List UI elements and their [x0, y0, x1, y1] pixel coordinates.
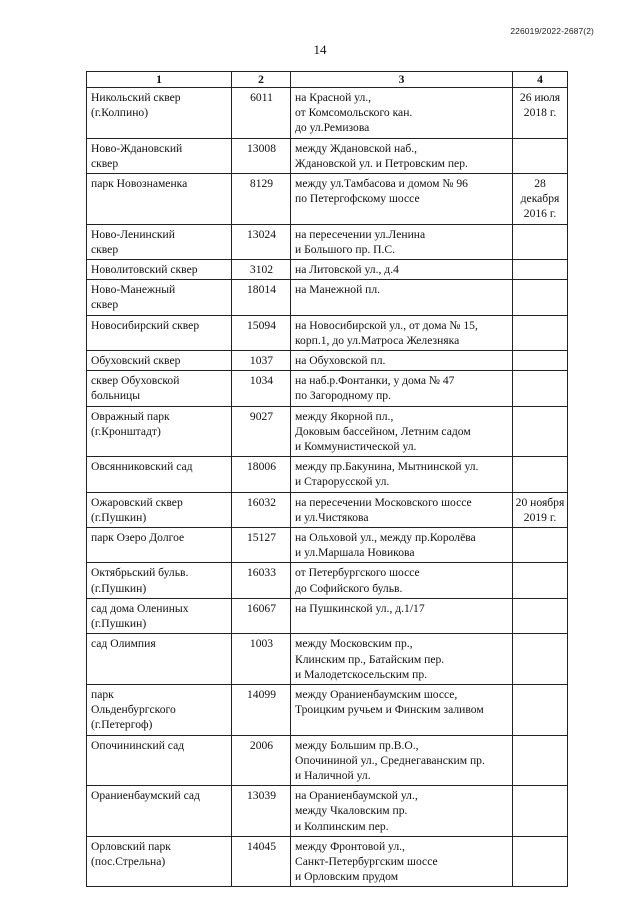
area-location-cell: на Обуховской пл.	[291, 351, 513, 371]
area-code-cell: 14045	[232, 836, 291, 887]
area-name-cell: Никольский сквер (г.Колпино)	[87, 88, 232, 139]
area-name-cell: Ново-Манежный сквер	[87, 280, 232, 315]
area-location-cell: между Большим пр.В.О., Опочининой ул., Среднегаванским пр. и Наличной ул.	[291, 735, 513, 786]
table-row	[87, 492, 568, 527]
area-date-cell	[513, 528, 568, 563]
area-name-cell: парк Новознаменка	[87, 174, 232, 225]
area-location-cell: на Манежной пл.	[291, 280, 513, 315]
table-row	[87, 563, 568, 598]
area-location-cell: между Фронтовой ул., Санкт-Петербургским шоссе и Орловским прудом	[291, 836, 513, 887]
table-row	[87, 735, 568, 786]
area-date-cell: 20 ноября 2019 г.	[513, 492, 568, 527]
area-code-cell: 16033	[232, 563, 291, 598]
area-location-cell: между ул.Тамбасова и домом № 96 по Петергофскому шоссе	[291, 174, 513, 225]
area-location-cell: на Новосибирской ул., от дома № 15, корп.1, до ул.Матроса Железняка	[291, 315, 513, 350]
area-code-cell: 13024	[232, 224, 291, 259]
table-header-row	[87, 72, 568, 88]
area-code-cell: 15127	[232, 528, 291, 563]
area-name-cell: Новолитовский сквер	[87, 260, 232, 280]
area-date-cell	[513, 457, 568, 492]
area-code-cell: 8129	[232, 174, 291, 225]
column-header: 4	[513, 72, 568, 88]
area-location-cell: между Якорной пл., Доковым бассейном, Летним садом и Коммунистической ул.	[291, 406, 513, 457]
area-date-cell	[513, 634, 568, 685]
area-date-cell	[513, 598, 568, 633]
column-header: 3	[291, 72, 513, 88]
table-row	[87, 598, 568, 633]
table-row	[87, 786, 568, 837]
area-date-cell	[513, 406, 568, 457]
table-row	[87, 88, 568, 139]
area-date-cell	[513, 224, 568, 259]
area-location-cell: между пр.Бакунина, Мытнинской ул. и Старорусской ул.	[291, 457, 513, 492]
area-code-cell: 1003	[232, 634, 291, 685]
area-code-cell: 15094	[232, 315, 291, 350]
area-location-cell: от Петербургского шоссе до Софийского бульв.	[291, 563, 513, 598]
table-row	[87, 406, 568, 457]
area-name-cell: сквер Обуховской больницы	[87, 371, 232, 406]
area-name-cell: Ораниенбаумский сад	[87, 786, 232, 837]
area-code-cell: 16067	[232, 598, 291, 633]
area-location-cell: на пересечении Московского шоссе и ул.Чистякова	[291, 492, 513, 527]
table-row	[87, 315, 568, 350]
area-location-cell: на Красной ул., от Комсомольского кан. до ул.Ремизова	[291, 88, 513, 139]
area-name-cell: парк Озеро Долгое	[87, 528, 232, 563]
green-areas-table	[86, 71, 568, 887]
area-date-cell	[513, 138, 568, 173]
area-code-cell: 18006	[232, 457, 291, 492]
table-row	[87, 634, 568, 685]
area-code-cell: 13039	[232, 786, 291, 837]
table-row	[87, 280, 568, 315]
table-row	[87, 528, 568, 563]
table-row	[87, 174, 568, 225]
area-code-cell: 6011	[232, 88, 291, 139]
area-code-cell: 14099	[232, 684, 291, 735]
table-row	[87, 836, 568, 887]
area-name-cell: сад Олимпия	[87, 634, 232, 685]
table-row	[87, 224, 568, 259]
table-row	[87, 260, 568, 280]
column-header: 2	[232, 72, 291, 88]
area-location-cell: между Ораниенбаумским шоссе, Троицким ручьем и Финским заливом	[291, 684, 513, 735]
table-row	[87, 351, 568, 371]
area-name-cell: Октябрьский бульв. (г.Пушкин)	[87, 563, 232, 598]
area-date-cell: 26 июля 2018 г.	[513, 88, 568, 139]
area-code-cell: 13008	[232, 138, 291, 173]
area-name-cell: Опочининский сад	[87, 735, 232, 786]
area-code-cell: 9027	[232, 406, 291, 457]
table-row	[87, 684, 568, 735]
area-name-cell: парк Ольденбургского (г.Петергоф)	[87, 684, 232, 735]
area-date-cell: 28 декабря 2016 г.	[513, 174, 568, 225]
area-location-cell: на пересечении ул.Ленина и Большого пр. П.С.	[291, 224, 513, 259]
area-name-cell: Новосибирский сквер	[87, 315, 232, 350]
area-name-cell: Обуховский сквер	[87, 351, 232, 371]
area-name-cell: сад дома Олениных (г.Пушкин)	[87, 598, 232, 633]
area-date-cell	[513, 260, 568, 280]
area-date-cell	[513, 315, 568, 350]
area-name-cell: Ново-Ждановский сквер	[87, 138, 232, 173]
area-date-cell	[513, 836, 568, 887]
column-header: 1	[87, 72, 232, 88]
area-date-cell	[513, 735, 568, 786]
area-location-cell: на Пушкинской ул., д.1/17	[291, 598, 513, 633]
table-body	[87, 88, 568, 887]
area-name-cell: Орловский парк (пос.Стрельна)	[87, 836, 232, 887]
area-name-cell: Овсянниковский сад	[87, 457, 232, 492]
area-code-cell: 1034	[232, 371, 291, 406]
area-code-cell: 16032	[232, 492, 291, 527]
table-row	[87, 371, 568, 406]
area-name-cell: Ново-Ленинский сквер	[87, 224, 232, 259]
area-location-cell: на наб.р.Фонтанки, у дома № 47 по Загородному пр.	[291, 371, 513, 406]
area-code-cell: 3102	[232, 260, 291, 280]
area-code-cell: 1037	[232, 351, 291, 371]
area-location-cell: между Московским пр., Клинским пр., Батайским пер. и Малодетскосельским пр.	[291, 634, 513, 685]
table-row	[87, 138, 568, 173]
area-date-cell	[513, 563, 568, 598]
table-row	[87, 457, 568, 492]
area-location-cell: на Литовской ул., д.4	[291, 260, 513, 280]
area-date-cell	[513, 280, 568, 315]
area-name-cell: Ожаровский сквер (г.Пушкин)	[87, 492, 232, 527]
area-date-cell	[513, 371, 568, 406]
document-id: 226019/2022-2687(2)	[510, 26, 594, 36]
area-name-cell: Овражный парк (г.Кронштадт)	[87, 406, 232, 457]
area-location-cell: на Ораниенбаумской ул., между Чкаловским пр. и Колпинским пер.	[291, 786, 513, 837]
area-date-cell	[513, 351, 568, 371]
area-code-cell: 18014	[232, 280, 291, 315]
area-location-cell: на Ольховой ул., между пр.Королёва и ул.Маршала Новикова	[291, 528, 513, 563]
area-date-cell	[513, 684, 568, 735]
area-date-cell	[513, 786, 568, 837]
area-code-cell: 2006	[232, 735, 291, 786]
area-location-cell: между Ждановской наб., Ждановской ул. и Петровским пер.	[291, 138, 513, 173]
page-number: 14	[313, 42, 327, 57]
